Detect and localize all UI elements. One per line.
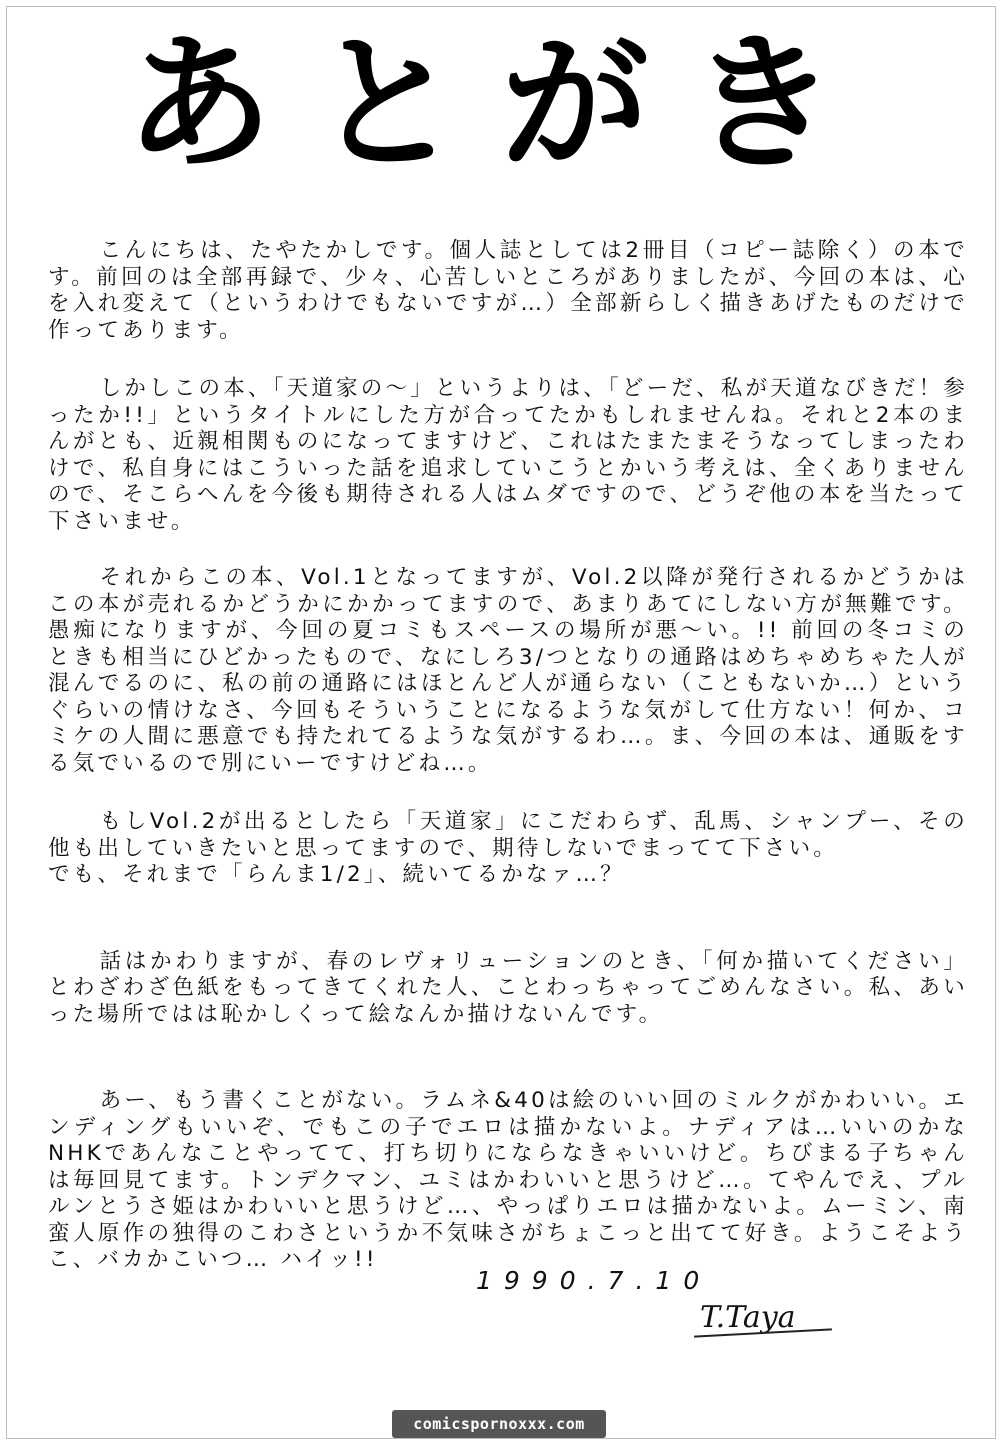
page-title: あとがき <box>125 18 877 190</box>
author-signature: T.Taya <box>700 1300 796 1335</box>
paragraph-revolution-event: 話はかわりますが、春のレヴォリューションのとき、「何か描いてください」とわざわざ色紙をもってきてくれた人、ことわっちゃってごめんなさい。私、あいった場所ではは恥かしくって絵なんか描けないんです。 <box>48 948 968 1027</box>
afterword-body <box>48 238 968 1274</box>
paragraph-about-book: しかしこの本、「天道家の〜」というよりは、「どーだ、私が天道なびきだ！参ったか!!」というタイトルにした方が合ってたかもしれませんね。それと2本のまんがとも、近親相関ものになってますけど、これはたまたまそうなってしまったわけで、私自身にはこういった話を追求していこうとかいう考えは、全くありませんので、そこらへんを今後も期待される人はムダですので、どうぞ他の本を当たって下さいませ。 <box>48 376 968 534</box>
paragraph-intro: こんにちは、たやたかしです。個人誌としては2冊目（コピー誌除く）の本です。前回のは全部再録で、少々、心苦しいところがありましたが、今回の本は、心を入れ変えて（というわけでもないですが…）全部新らしく描きあげたものだけで作ってあります。 <box>48 238 968 343</box>
paragraph-vol2-plans: もしVol.2が出るとしたら「天道家」にこだわらず、乱馬、シャンプー、その他も出していきたいと思ってますので、期待しないでまってて下さい。 でも、それまで「らんま1/2」、続いてるかなァ…？ <box>48 809 968 887</box>
paragraph-anime-comments: あー、もう書くことがない。ラムネ&40は絵のいい回のミルクがかわいい。エンディングもいいぞ、でもこの子でエロは描かないよ。ナディアは…いいのかなNHKであんなことやってて、打ち切りにならなきゃいいけど。ちびまる子ちゃんは毎回見てます。トンデクマン、ユミはかわいいと思うけど…。てやんでえ、プルルンとうさ姫はかわいいと思うけど…、やっぱりエロは描かないよ。ムーミン、南蛮人原作の独得のこわさというか不気味さがちょこっと出てて好き。ようこそようこ、バカかこいつ… ハイッ!! <box>48 1088 968 1272</box>
date-line: 1990.7.10 <box>476 1266 712 1295</box>
paragraph-volume-and-comiket: それからこの本、Vol.1となってますが、Vol.2以降が発行されるかどうかはこの本が売れるかどうかにかかってますので、あまりあてにしない方が無難です。愚痴になりますが、今回の夏コミもスペースの場所が悪〜い。!! 前回の冬コミのときも相当にひどかったもので、なにしろ3/つとなりの通路はめちゃめちゃた人が混んでるのに、私の前の通路にはほとんど人が通らない（こともないか…）というぐらいの情けなさ、今回もそういうことになるような気がして仕方ない！何か、コミケの人間に悪意でも持たれてるような気がするわ…。ま、今回の本は、通販をする気でいるので別にいーですけどね…。 <box>48 565 968 776</box>
site-watermark: comicspornoxxx.com <box>392 1410 606 1438</box>
